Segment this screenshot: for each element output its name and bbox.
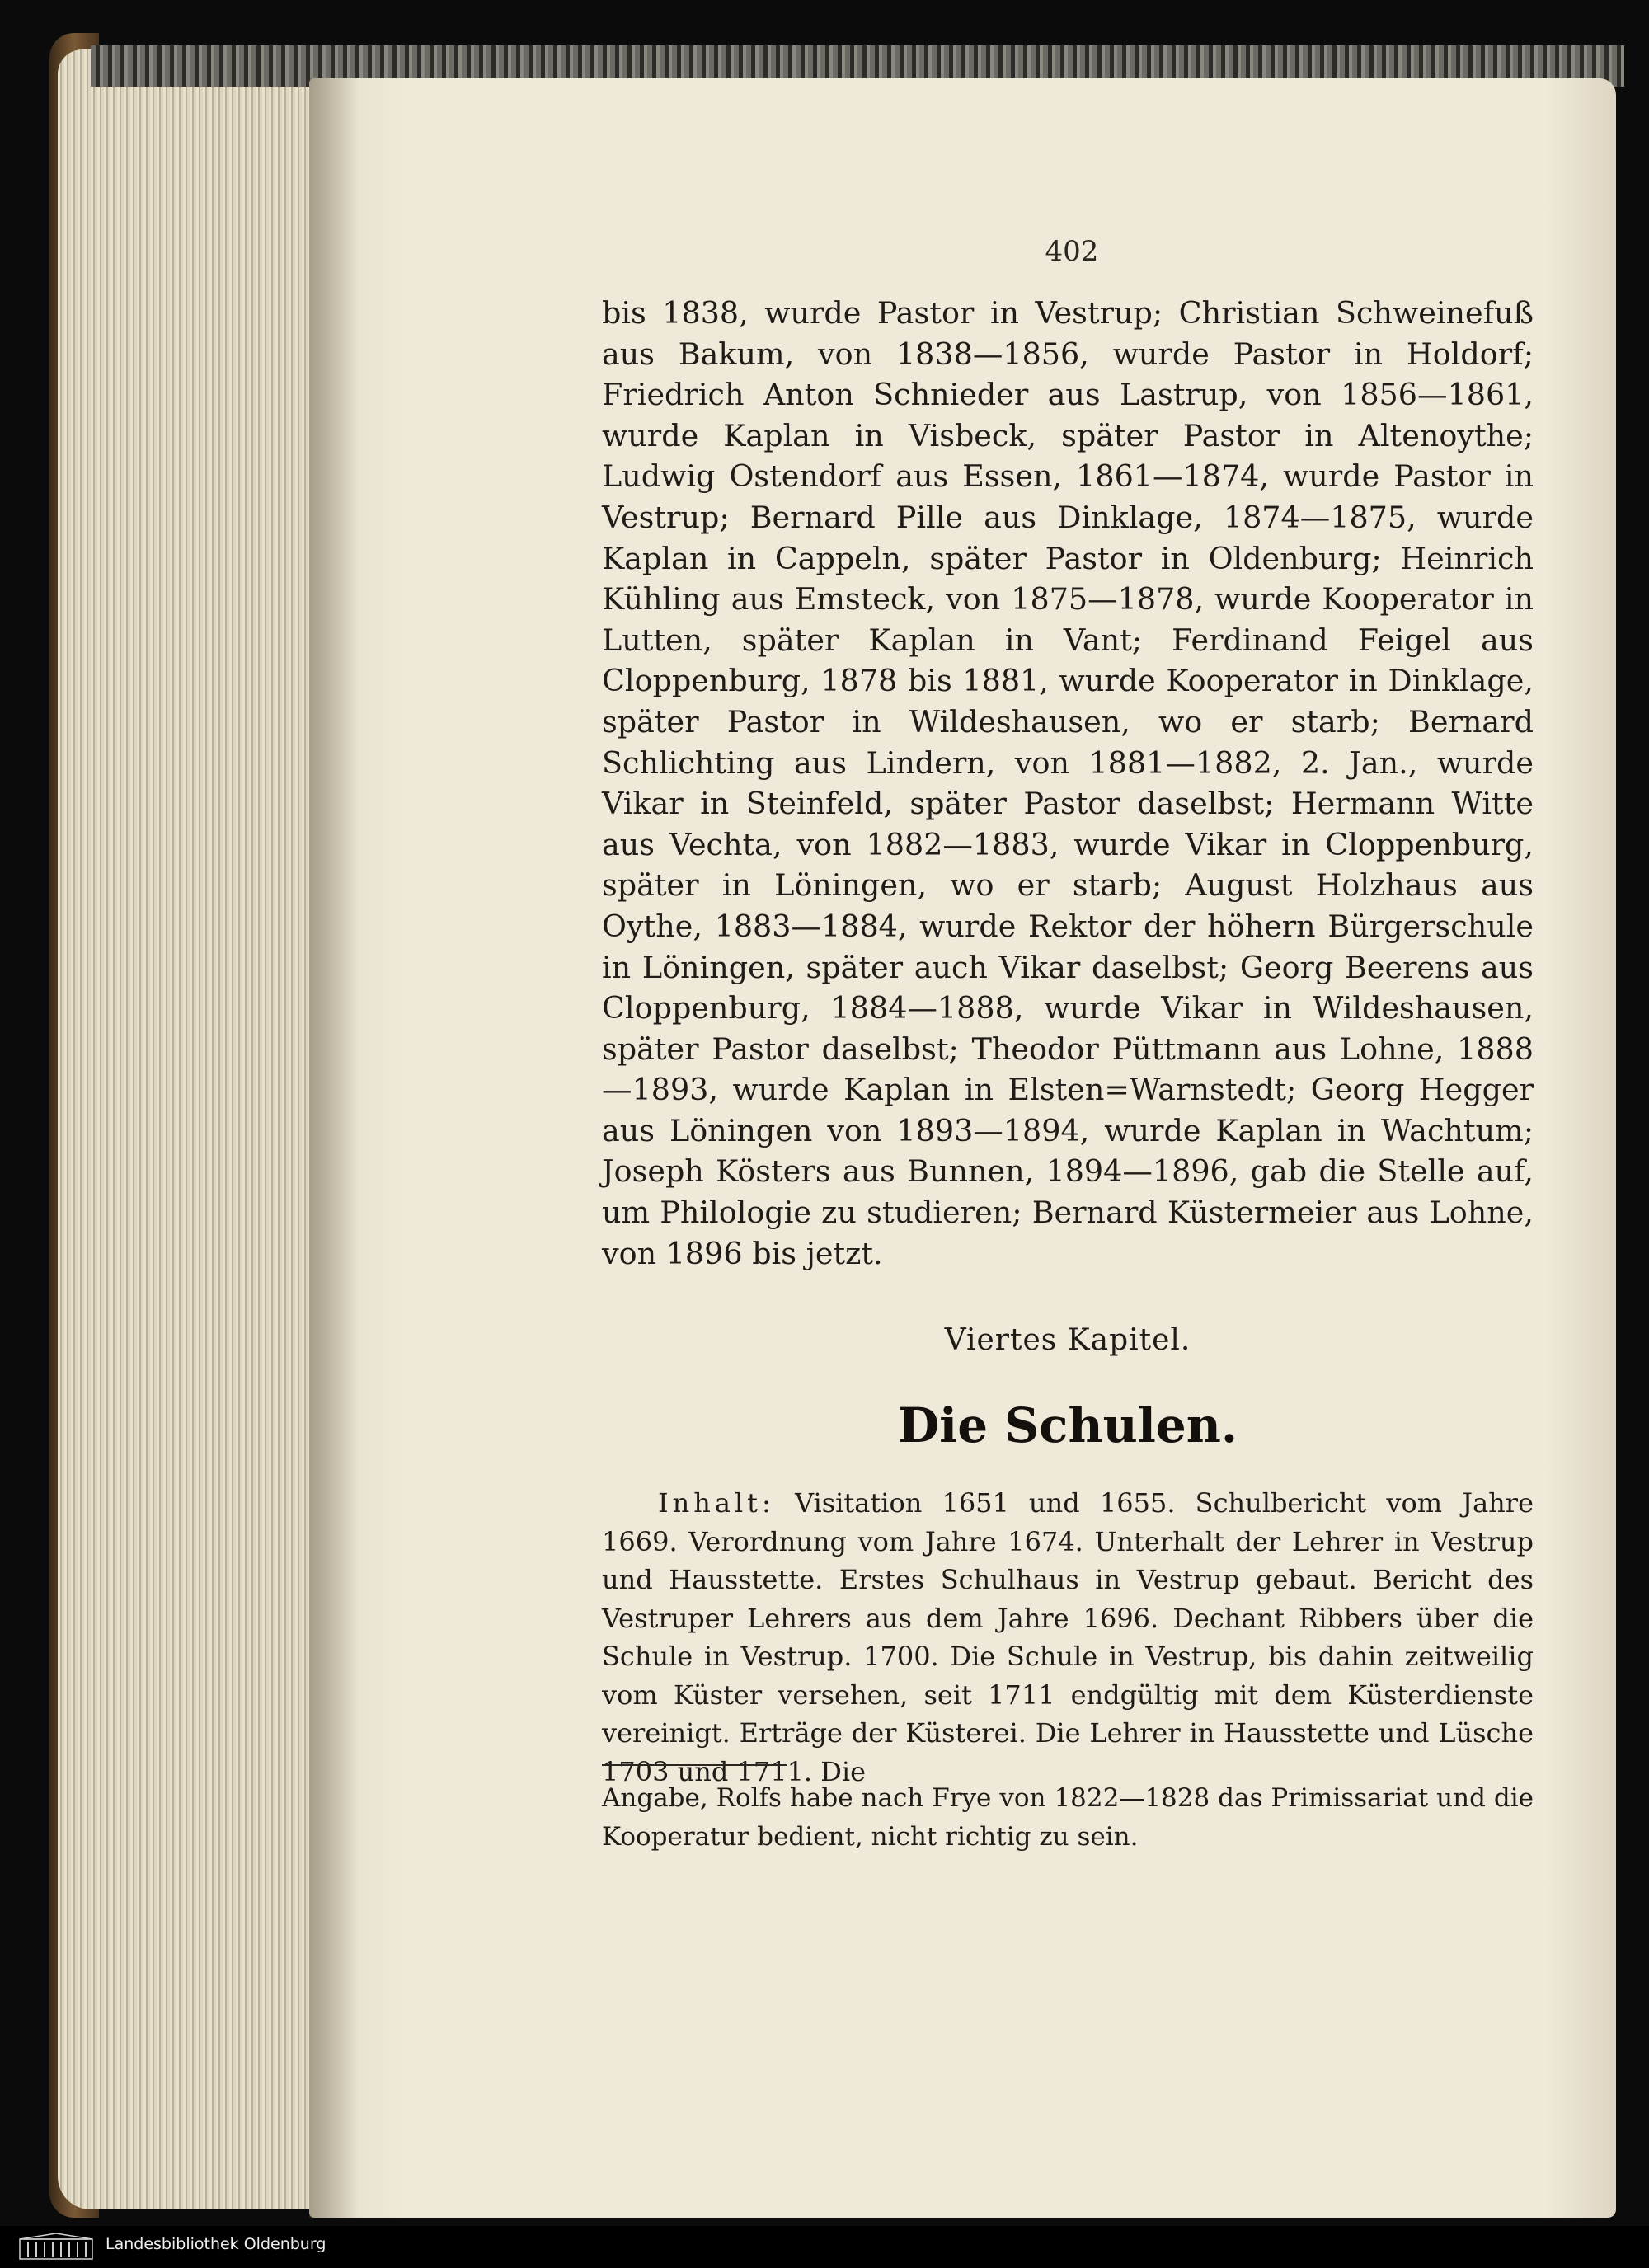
gutter-shadow [309,78,359,2218]
contents-lead: Inhalt: [658,1487,775,1519]
chapter-contents [602,1484,1534,1791]
body-paragraph: bis 1838, wurde Pastor in Vestrup; Christian Schweinefuß aus Bakum, von 1838—1856, wurde Pastor in Holdorf; Friedrich Anton Schnieder aus Lastrup, von 1856—1861, wurde Kaplan in Visbeck, später Pastor in Altenoythe; Ludwig Ostendorf aus Essen, 1861—1874, wurde Pastor in Vestrup; Bernard Pille aus Dinklage, 1874—1875, wurde Kaplan in Cappeln, später Pastor in Oldenburg; Heinrich Kühling aus Emsteck, von 1875—1878, wurde Kooperator in Lutten, später Kaplan in Vant; Ferdinand Feigel aus Cloppenburg, 1878 bis 1881, wurde Kooperator in Dinklage, später Pastor in Wildeshausen, wo er starb; Bernard Schlichting aus Lindern, von 1881—1882, 2. Jan., wurde Vikar in Steinfeld, später Pastor daselbst; Hermann Witte aus Vechta, von 1882—1883, wurde Vikar in Cloppenburg, später in Löningen, wo er starb; August Holzhaus aus Oythe, 1883—1884, wurde Rektor der höhern Bürgerschule in Löningen, später auch Vikar daselbst; Georg Beerens aus Cloppenburg, 1884—1888, wurde Vikar in Wildeshausen, später Pastor daselbst; Theodor Püttmann aus Lohne, 1888—1893, wurde Kaplan in Elsten=Warnstedt; Georg Hegger aus Löningen von 1893—1894, wurde Kaplan in Wachtum; Joseph Kösters aus Bunnen, 1894—1896, gab die Stelle auf, um Philologie zu studieren; Bernard Küstermeier aus Lohne, von 1896 bis jetzt. [602,295,1534,1271]
library-name: Landesbibliothek Oldenburg [106,2235,327,2253]
page-number: 402 [1045,235,1099,268]
footnote-divider [602,1764,787,1766]
page-edges [58,49,322,2209]
chapter-title: Die Schulen. [897,1397,1238,1453]
contents-text: Visitation 1651 und 1655. Schulbericht vom Jahre 1669. Verordnung vom Jahre 1674. Unterhalt der Lehrer in Vestrup und Hausstette. Erstes Schulhaus in Vestrup gebaut. Bericht des Vestruper Lehrers aus dem Jahre 1696. Dechant Ribbers über die Schule in Vestrup. 1700. Die Schule in Vestrup, bis dahin zeitweilig vom Küster versehen, seit 1711 endgültig mit dem Küsterdienste vereinigt. Erträge der Küsterei. Die Lehrer in Hausstette und Lüsche 1703 und 1711. Die [602,1487,1534,1787]
chapter-label: Viertes Kapitel. [944,1323,1191,1357]
footnote: Angabe, Rolfs habe nach Frye von 1822—1828 das Primissariat und die Kooperatur bedient, nicht richtig zu sein. [602,1783,1534,1852]
library-building-icon [18,2233,94,2261]
